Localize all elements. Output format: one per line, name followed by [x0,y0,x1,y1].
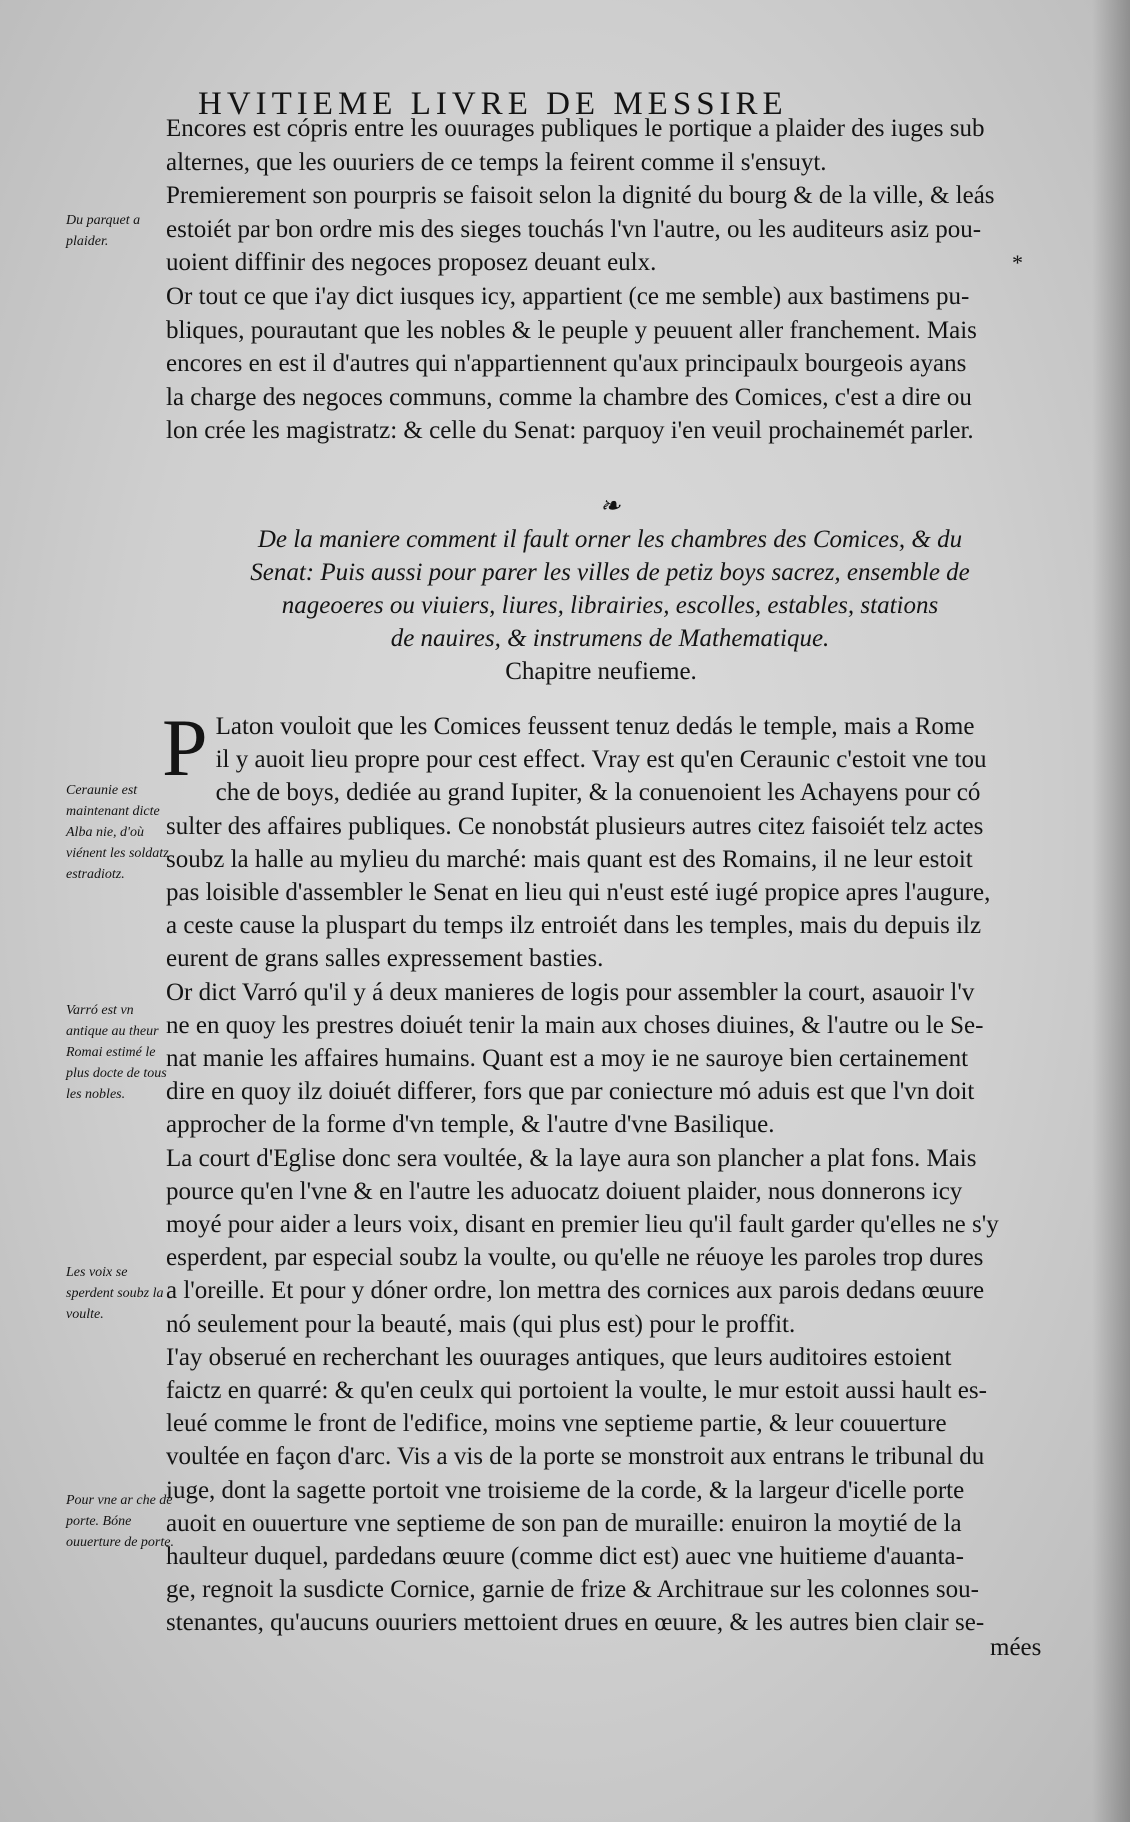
catchword: mées [990,1634,1042,1661]
text-line: encores en est il d'autres qui n'appartiennent qu'aux principaulx bourgeois ayans [166,350,967,378]
text-line: estoiét par bon ordre mis des sieges touchás l'vn l'autre, ou les auditeurs asiz pou- [166,215,982,243]
text-line: bliques, pourautant que les nobles & le peuple y peuuent aller franchement. Mais [166,316,977,344]
text-line: auoit en ouuerture vne septieme de son pan de muraille: enuiron la moytié de la [166,1509,962,1537]
heading-line: nageoeres ou viuiers, liures, librairies, escolles, estables, stations [281,592,939,619]
opening-paragraphs [166,112,1036,448]
text-line: nó seulement pour la beauté, mais (qui plus est) pour le proffit. [166,1310,796,1338]
text-line: che de boys, dediée au grand Iupiter, & la conuenoient les Achayens pour có [215,779,981,807]
text-line: Premierement son pourpris se faisoit selon la dignité du bourg & de la ville, & leás [166,182,995,210]
margin-note: Du parquet a plaider. [66,213,141,249]
text-line: ne en quoy les prestres doiuét tenir la main aux choses diuines, & l'autre ou le Se- [166,1011,984,1039]
margin-note: Varró est vn antique au theur Romai estimé le plus docte de tous les nobles. [66,1003,167,1102]
text-line: I'ay obserué en recherchant les ouurages antiques, que leurs auditoires estoient [166,1343,952,1371]
text-line: esperdent, par especial soubz la voulte, ou qu'elle ne réuoye les paroles trop dures [166,1244,984,1272]
heading-line: De la maniere comment il fault orner les chambres des Comices, & du [257,526,963,553]
chapter-heading [225,490,995,655]
text-line: uoient diffinir des negoces proposez deuant eulx. [166,249,657,277]
text-line: approcher de la forme d'vn temple, & l'autre d'vne Basilique. [166,1111,775,1139]
text-line: voultée en façon d'arc. Vis a vis de la porte se monstroit aux entrans le tribunal du [166,1443,985,1471]
text-line: moyé pour aider a leurs voix, disant en premier lieu qu'il fault garder qu'elles ne s'y [166,1211,999,1239]
text-line: nat manie les affaires humains. Quant est a moy ie ne sauroye bien certainement [166,1045,969,1073]
text-line: faictz en quarré: & qu'en ceulx qui portoient la voulte, le mur estoit aussi hault es- [166,1377,987,1405]
text-line: pas loisible d'assembler le Senat en lieu qui n'eust esté iugé propice apres l'augure, [166,879,991,907]
text-line: stenantes, qu'aucuns ouuriers mettoient drues en œuure, & les autres bien clair se- [166,1609,985,1637]
text-line: Laton vouloit que les Comices feussent tenuz dedás le temple, mais a Rome [215,713,975,740]
heading-line: Senat: Puis aussi pour parer les villes de petiz boys sacrez, ensemble de [250,559,970,586]
text-line: lon crée les magistratz: & celle du Senat: parquoy i'en veuil prochainemét parler. [166,417,974,445]
paragraph-bastimens [166,280,1036,448]
text-line: iuge, dont la sagette portoit vne troisieme de la corde, & la largeur d'icelle porte [166,1476,965,1504]
text-line: haulteur duquel, pardedans œuure (comme dict est) auec vne huitieme d'auanta- [166,1543,964,1571]
margin-note: Les voix se sperdent soubz la voulte. [66,1265,164,1322]
text-line: il y auoit lieu propre pour cest effect. Vray est qu'en Ceraunic c'estoit vne tou [215,746,987,774]
text-line: Or tout ce que i'ay dict iusques icy, appartient (ce me semble) aux bastimens pu- [166,282,970,310]
text-line: La court d'Eglise donc sera voultée, & la laye aura son plancher a plat fons. Mais [166,1144,977,1172]
printer-mark: * [1012,250,1023,275]
text-line: alternes, que les ouuriers de ce temps la feirent comme il s'ensuyt. [166,148,827,176]
margin-note: Ceraunie est maintenant dicte Alba nie, d'où viénent les soldatz estradiotz. [66,783,169,882]
margin-note: Pour vne ar che de porte. Bóne ouuerture de porte. [66,1493,174,1550]
text-line: ge, regnoit la susdicte Cornice, garnie de frize & Architraue sur les colonnes sou- [166,1576,979,1604]
text-line: la charge des negoces communs, comme la chambre des Comices, c'est a dire ou [166,383,972,411]
text-line: sulter des affaires publiques. Ce nonobstát plusieurs autres citez faisoiét telz actes [166,812,984,840]
text-line: Encores est cópris entre les ouurages publiques le portique a plaider des iuges sub [166,115,985,142]
chapter-body-text [166,710,1046,1640]
text-line: a ceste cause la pluspart du temps ilz entroiét dans les temples, mais du depuis ilz [166,912,982,940]
text-line: leué comme le front de l'edifice, moins vne septieme partie, & leur couuerture [166,1410,947,1438]
ornament-icon: ❧ [599,493,621,520]
paragraph-portique [166,112,1036,280]
running-head: HVITIEME LIVRE DE MESSIRE [198,86,788,122]
chapter-number: Chapitre neufieme. [505,658,697,685]
chapter-heading-text [225,523,995,655]
text-line: pource qu'en l'vne & en l'autre les aduocatz doiuent plaider, nous donnerons icy [166,1177,963,1205]
text-line: dire en quoy ilz doiuét differer, fors que par coniecture mó aduis est que l'vn doit [166,1078,975,1106]
text-line: soubz la halle au mylieu du marché: mais quant est des Romains, il ne leur estoit [166,845,973,873]
chapter-body [162,702,1046,1640]
heading-line: de nauires, & instrumens de Mathematique. [390,625,830,652]
drop-capital: P [162,702,208,793]
text-line: eurent de grans salles expressement basties. [166,945,604,973]
text-line: a l'oreille. Et pour y dóner ordre, lon mettra des cornices aux parois dedans œuure [166,1277,985,1305]
text-line: Or dict Varró qu'il y á deux manieres de logis pour assembler la court, asauoir l'v [166,978,975,1006]
